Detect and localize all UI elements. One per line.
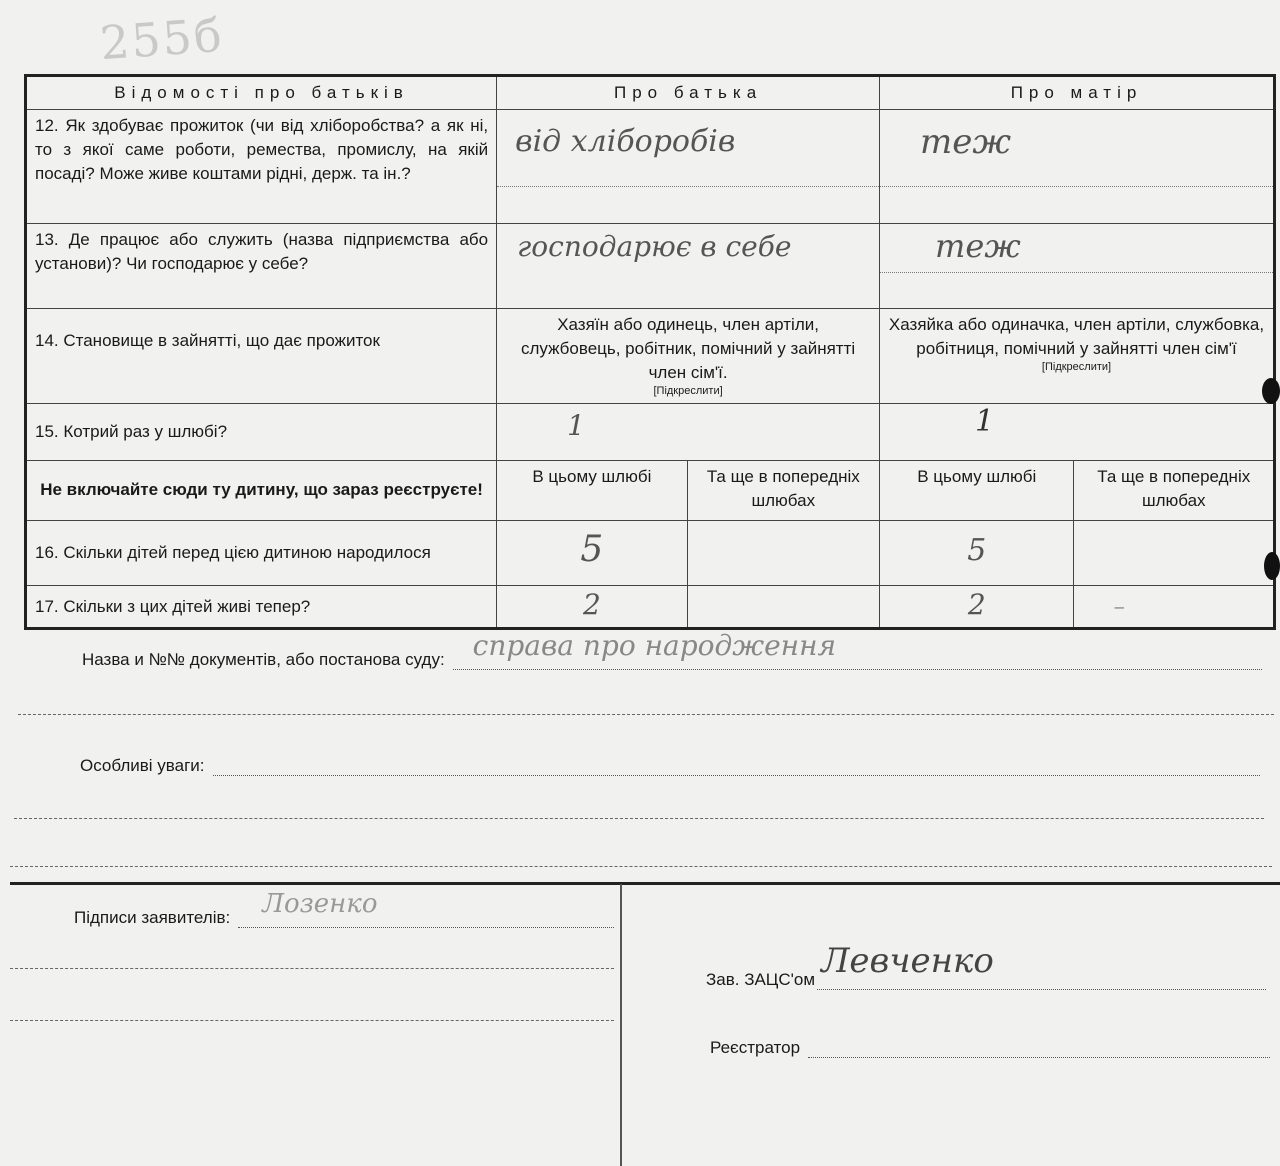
options-14-mother: Хазяйка або одиначка, член артіли, службовка, робітниця, помічний у зайнятті член сім'ї [888, 315, 1265, 359]
parents-info-table [24, 74, 1276, 630]
documents-handwriting: справа про народження [472, 629, 837, 662]
sub-father-this: В цьому шлюбі [497, 460, 687, 521]
header-questions: Відомості про батьків [26, 76, 497, 110]
answer-17-mother-this [880, 586, 1074, 629]
answer-16-father-prev [687, 521, 879, 586]
documents-line-2 [18, 714, 1274, 715]
documents-label: Назва и №№ документів, або постанова суду: [82, 650, 445, 669]
underline-note-mother: [Підкреслити] [1041, 361, 1112, 374]
applicants-label: Підписи заявителів: [74, 908, 231, 927]
answer-15-mother [880, 403, 1275, 460]
handwriting-17-father-this: 2 [582, 587, 601, 621]
handwriting-16-mother-this: 5 [967, 533, 987, 569]
answer-17-father-prev [687, 586, 879, 629]
underline-note-father: [Підкреслити] [653, 385, 723, 398]
handwriting-12-mother: теж [920, 122, 1012, 163]
head-signature: Левченко [821, 941, 994, 981]
header-father: Про батька [497, 76, 880, 110]
signatures-divider [10, 882, 1280, 885]
head-label: Зав. ЗАЦС'ом [706, 970, 816, 989]
question-12: 12. Як здобуває прожиток (чи від хліборобства? а як ні, то з якої саме роботи, ремества, промислу, на якій посаді? Може живе коштами рідні, держ. та ін.? [26, 110, 497, 224]
applicants-line [238, 889, 614, 928]
children-note: Не включайте сюди ту дитину, що зараз реєструєте! [26, 460, 497, 521]
applicants-handwriting: Лозенко [262, 889, 378, 919]
remarks-label: Особливі уваги: [80, 756, 205, 775]
signatures-column-divider [620, 884, 622, 1166]
handwriting-12-father: від хліборобів [515, 124, 736, 160]
registrar-line [808, 1039, 1270, 1058]
question-13: 13. Де працює або служить (назва підприємства або установи)? Чи господарює у себе? [26, 224, 497, 309]
answer-12-father [497, 110, 880, 224]
answer-15-father [497, 403, 880, 460]
ink-blot [1264, 552, 1280, 580]
question-16: 16. Скільки дітей перед цією дитиною народилося [26, 521, 497, 586]
registrar-label: Реєстратор [710, 1038, 801, 1057]
answer-16-father-this [497, 521, 687, 586]
answer-14-mother [880, 309, 1275, 403]
question-17: 17. Скільки з цих дітей живі тепер? [26, 586, 497, 629]
sub-father-prev: Та ще в попередніх шлюбах [687, 460, 879, 521]
answer-17-father-this [497, 586, 687, 629]
documents-line [453, 629, 1262, 670]
applicants-field [74, 889, 614, 928]
handwriting-16-father-this: 5 [580, 529, 604, 571]
answer-17-mother-prev: – [1074, 586, 1275, 629]
applicants-line-3 [10, 1020, 614, 1021]
handwriting-17-mother-this: 2 [967, 587, 986, 621]
remarks-line [213, 757, 1260, 776]
ink-blot [1262, 378, 1280, 404]
sub-mother-prev: Та ще в попередніх шлюбах [1074, 460, 1275, 521]
answer-13-father [497, 224, 880, 309]
options-14-father: Хазяїн або одинець, член артіли, службовець, робітник, помічний у зайнятті член сім'ї. [520, 315, 856, 383]
answer-16-mother-this [880, 521, 1074, 586]
answer-16-mother-prev [1074, 521, 1275, 586]
handwriting-13-mother: теж [935, 227, 1021, 266]
question-15: 15. Котрий раз у шлюбі? [26, 403, 497, 460]
documents-field [82, 629, 1262, 670]
handwriting-13-father: господарює в себе [517, 230, 792, 264]
applicants-line-2 [10, 968, 614, 969]
remarks-line-3 [10, 866, 1272, 867]
answer-12-mother [880, 110, 1275, 224]
head-signature-field [706, 941, 1266, 990]
answer-14-father [497, 309, 880, 403]
registrar-field [710, 1038, 1270, 1058]
answer-13-mother [880, 224, 1275, 309]
remarks-field [80, 756, 1260, 776]
remarks-line-2 [14, 818, 1264, 819]
handwriting-15-father: 1 [567, 408, 585, 442]
head-line [817, 941, 1266, 990]
handwriting-15-mother: 1 [975, 403, 995, 439]
question-14: 14. Становище в зайнятті, що дає прожиток [26, 309, 497, 403]
sub-mother-this: В цьому шлюбі [880, 460, 1074, 521]
header-mother: Про матір [880, 76, 1275, 110]
archive-mark: 255б [98, 7, 226, 71]
